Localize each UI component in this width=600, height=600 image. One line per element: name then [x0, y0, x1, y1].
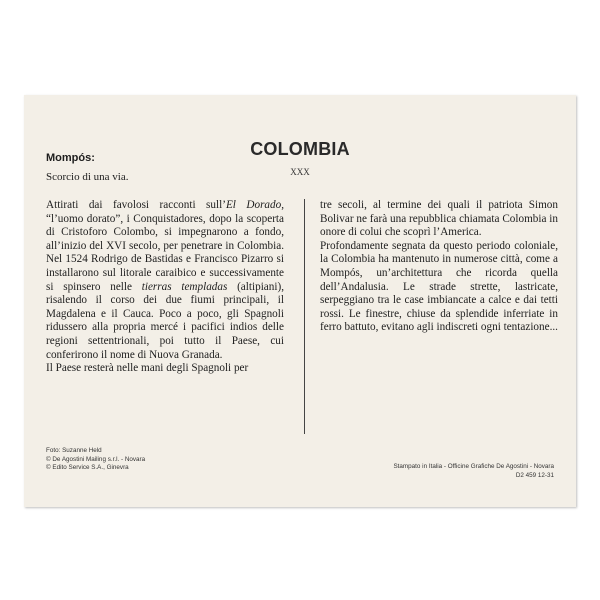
italic-text: El Dorado: [225, 199, 282, 211]
text-run: (altipiani), risalendo il corso dei due fiumi principali, il Magdalena e il Cauca. Poco a poco, gli Spagnoli ridussero alla propria mercé i pacifici indios delle regioni settentrionali, poi tutto il Paese, cui conferirono il nome di Nuova Granada.: [46, 280, 284, 361]
footer-line: Stampato in Italia - Officine Grafiche De Agostini - Novara: [393, 463, 554, 470]
text-run: Il Paese resterà nelle mani degli Spagnoli per: [46, 362, 249, 375]
card-code: XXX: [290, 167, 310, 177]
text-run: Profondamente segnata da questo periodo coloniale, la Colombia ha mantenuto in numerose città, come a Mompós, un’architettura che ricorda quella dell’Andalusia. Le strade strette, lastricate, serpeggiano tra le case imbiancate a calce e dai tetti rossi. Le finestre, chiuse da splendide inferriate in ferro battuto, evitano agli indiscreti ogni tentazione...: [320, 239, 558, 334]
column-divider: [304, 199, 305, 434]
text-run: tre secoli, al termine dei quali il patriota Simon Bolivar ne farà una repubblica chiamata Colombia in onore di colui che scoprì l’America.: [320, 199, 558, 239]
body-paragraph: [46, 199, 284, 362]
text-column-right: [320, 199, 558, 335]
body-paragraph: [320, 240, 558, 335]
photo-caption: Scorcio di una via.: [46, 171, 129, 183]
card-title: COLOMBIA: [250, 139, 350, 159]
text-column-left: [46, 199, 284, 376]
place-name: Mompós:: [46, 152, 95, 164]
footer-line: Foto: Suzanne Held: [46, 447, 102, 454]
body-paragraph: [320, 199, 558, 240]
body-paragraph: [46, 362, 284, 376]
footer-line: © De Agostini Mailing s.r.l. - Novara: [46, 455, 146, 463]
footer-line: D2 459 12-31: [515, 471, 554, 479]
italic-text: tierras templadas: [141, 280, 228, 293]
postcard-back: [24, 95, 576, 507]
credits-footer: [46, 447, 145, 473]
printer-footer: [393, 463, 554, 480]
text-run: Attirati dai favolosi racconti sull’: [46, 199, 226, 211]
footer-line: © Edito Service S.A., Ginevra: [46, 464, 129, 472]
text-run: , “l’uomo dorato”, i Conquistadores, dopo la scoperta di Cristoforo Colombo, si impegnarono a fondo, all’inizio del XVI secolo, per penetrare in Colombia. Nel 1524 Rodrigo de Bastidas e Francisco Pizarro si installarono sul litorale caraibico e successivamente si spinsero nelle: [46, 199, 285, 293]
